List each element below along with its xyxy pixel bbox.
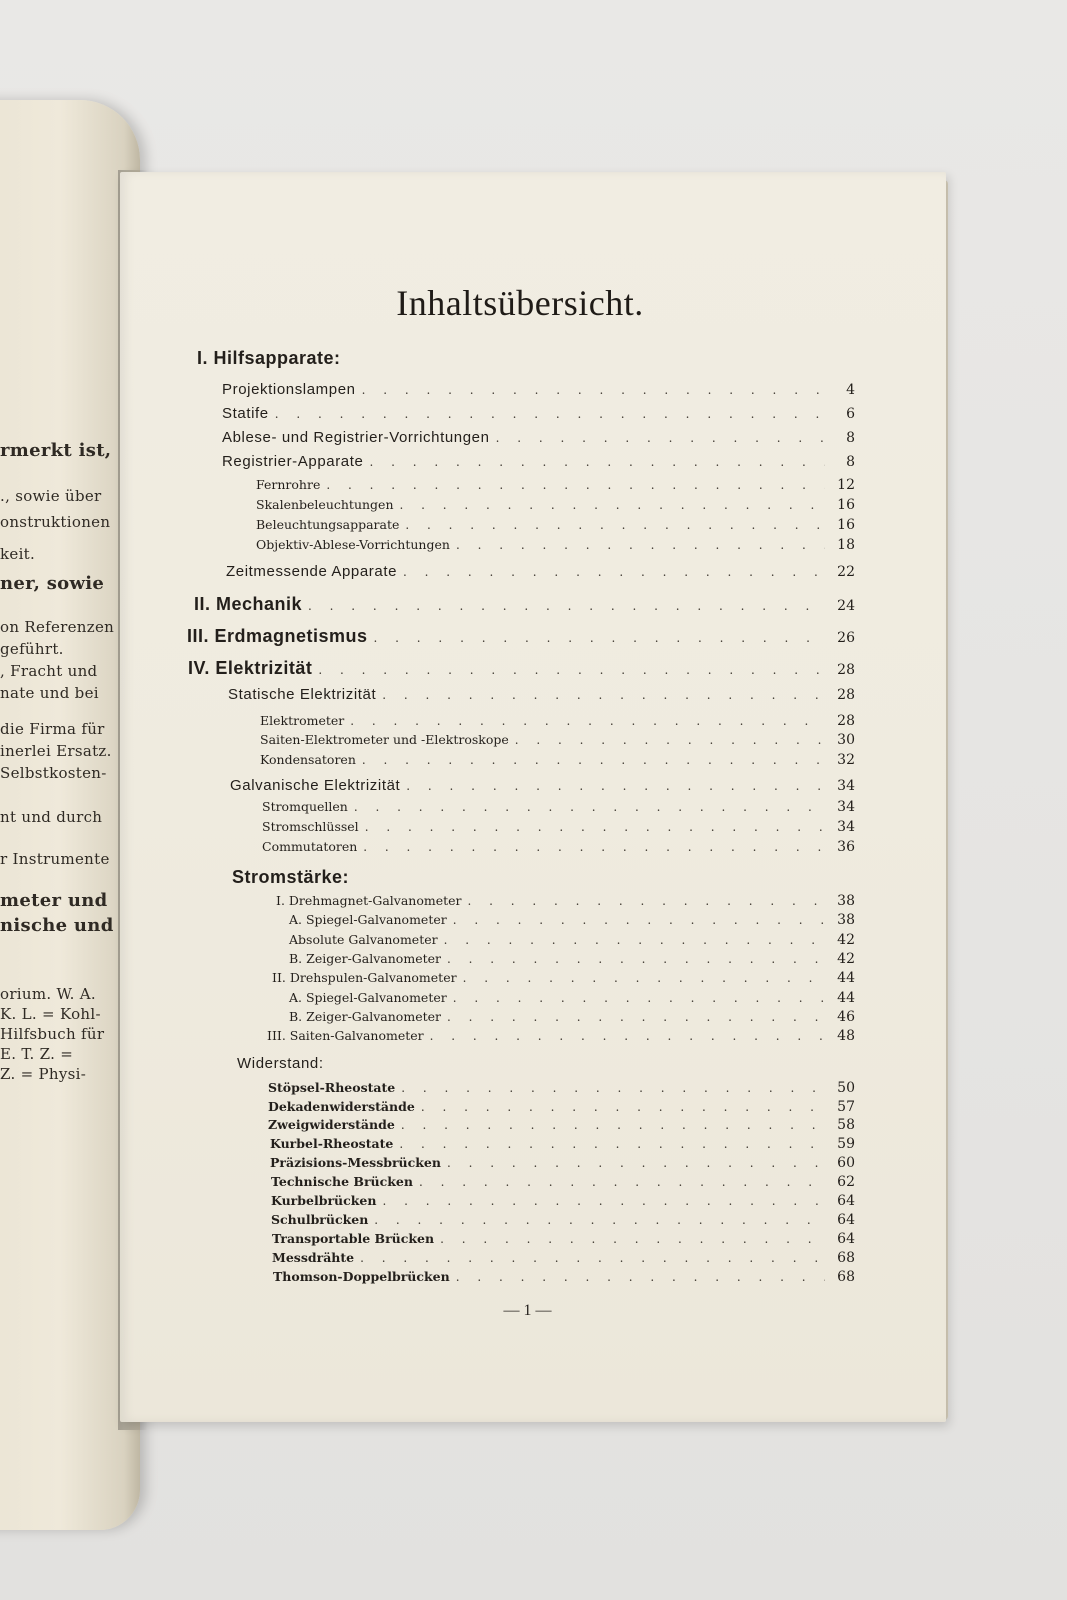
dot-leader	[382, 688, 825, 702]
toc-entry-label: Objektiv-Ablese-Vorrichtungen	[256, 537, 450, 552]
toc-entry[interactable]	[272, 1250, 855, 1266]
dot-leader	[365, 820, 825, 834]
dot-leader	[444, 933, 825, 947]
dot-leader	[363, 840, 825, 854]
toc-entry-page: 60	[837, 1155, 855, 1171]
toc-entry[interactable]	[256, 497, 855, 513]
toc-entry-label: A. Spiegel-Galvanometer	[289, 990, 447, 1005]
toc-entry-label: Schulbrücken	[271, 1212, 369, 1227]
left-page-fragment: on Referenzen	[0, 618, 115, 636]
toc-entry-label: Kondensatoren	[260, 752, 356, 767]
toc-entry-page: 58	[837, 1117, 855, 1133]
dot-leader	[354, 800, 825, 814]
dot-leader	[374, 631, 825, 645]
toc-entry-label: Präzisions-Messbrücken	[270, 1155, 441, 1170]
dot-leader	[362, 383, 825, 397]
toc-entry-label: Widerstand:	[237, 1055, 324, 1072]
toc-entry-label: II. Mechanik	[194, 594, 303, 614]
toc-entry-label: Registrier-Apparate	[222, 453, 364, 470]
dot-leader	[401, 1118, 825, 1132]
toc-entry-label: Stromquellen	[262, 799, 348, 814]
dot-leader	[369, 455, 825, 469]
toc-entry[interactable]	[222, 381, 855, 398]
toc-entry[interactable]	[271, 1212, 855, 1228]
toc-entry-label: B. Zeiger-Galvanometer	[289, 1009, 441, 1024]
toc-entry-page: 59	[837, 1136, 855, 1152]
toc-entry-page: 62	[837, 1174, 855, 1190]
toc-entry-page: 44	[837, 970, 855, 986]
toc-entry[interactable]	[260, 732, 855, 748]
toc-entry-page: 64	[837, 1231, 855, 1247]
toc-entry-label: Technische Brücken	[271, 1174, 413, 1189]
toc-entry-page: 46	[837, 1009, 855, 1025]
toc-entry-page: 68	[837, 1250, 855, 1266]
dot-leader	[399, 1137, 825, 1151]
dot-leader	[406, 779, 825, 793]
dot-leader	[326, 478, 825, 492]
dot-leader	[350, 714, 825, 728]
page-title: Inhaltsübersicht.	[396, 283, 644, 323]
dot-leader	[374, 1213, 825, 1227]
toc-entry[interactable]	[256, 537, 855, 553]
toc-entry-page: 64	[837, 1212, 855, 1228]
toc-entry[interactable]	[262, 799, 855, 815]
toc-entry[interactable]	[268, 1117, 855, 1133]
left-page-fragment: , Fracht und	[0, 662, 98, 680]
toc-entry-page: 48	[837, 1028, 855, 1044]
dot-leader	[318, 663, 825, 677]
toc-entry[interactable]	[270, 1155, 855, 1171]
toc-entry-page: 4	[846, 382, 855, 398]
toc-entry[interactable]	[237, 1055, 324, 1072]
left-page-fragment: nische und	[0, 915, 114, 936]
toc-entry[interactable]	[267, 1028, 855, 1044]
toc-entry-label: Kurbelbrücken	[271, 1193, 377, 1208]
toc-entry-page: 32	[837, 752, 855, 768]
toc-entry[interactable]	[222, 405, 855, 422]
toc-entry[interactable]	[272, 1231, 855, 1247]
dot-leader	[515, 733, 825, 747]
left-page-fragment: ner, sowie	[0, 573, 105, 594]
toc-entry-label: Galvanische Elektrizität	[230, 777, 401, 794]
toc-entry-page: 42	[837, 932, 855, 948]
left-page-fragment: orium. W. A.	[0, 985, 96, 1003]
toc-entry[interactable]	[226, 563, 855, 580]
left-page-fragment: Hilfsbuch für	[0, 1025, 105, 1043]
toc-entry[interactable]	[260, 713, 855, 729]
toc-entry[interactable]	[222, 429, 855, 446]
toc-entry[interactable]	[262, 819, 855, 835]
toc-entry[interactable]	[289, 951, 855, 967]
toc-entry-page: 28	[837, 713, 855, 729]
toc-entry[interactable]	[262, 839, 855, 855]
left-page-fragment: E. T. Z. =	[0, 1045, 74, 1063]
toc-entry-label: Stromstärke:	[232, 867, 350, 887]
toc-entry[interactable]	[228, 686, 855, 703]
toc-entry-label: Projektionslampen	[222, 381, 356, 398]
toc-entry-page: 6	[846, 406, 855, 422]
toc-entry[interactable]	[273, 1269, 855, 1285]
left-page-fragment: ., sowie über	[0, 487, 102, 505]
left-page-fragment: die Firma für	[0, 720, 105, 738]
toc-entry[interactable]	[289, 932, 855, 948]
dot-leader	[468, 894, 825, 908]
toc-entry[interactable]	[268, 1080, 855, 1096]
toc-entry[interactable]	[289, 1009, 855, 1025]
toc-entry[interactable]	[230, 777, 855, 794]
toc-entry-label: Beleuchtungsapparate	[256, 517, 400, 532]
toc-entry-page: 8	[846, 454, 855, 470]
toc-entry-page: 34	[837, 819, 855, 835]
toc-entry[interactable]	[194, 594, 855, 615]
toc-entry-page: 34	[837, 778, 855, 794]
dot-leader	[421, 1100, 825, 1114]
dot-leader	[382, 1194, 825, 1208]
toc-entry-label: Zeitmessende Apparate	[226, 563, 398, 580]
dot-leader	[440, 1232, 825, 1246]
toc-entry-page: 34	[837, 799, 855, 815]
toc-entry[interactable]	[270, 1136, 855, 1152]
toc-entry-page: 44	[837, 990, 855, 1006]
left-page-fragment: Selbstkosten-	[0, 764, 107, 782]
toc-entry-label: A. Spiegel-Galvanometer	[289, 912, 447, 927]
toc-entry-page: 50	[837, 1080, 855, 1096]
toc-entry[interactable]	[222, 453, 855, 470]
dot-leader	[275, 407, 825, 421]
toc-entry[interactable]	[289, 912, 855, 928]
left-page-fragment: rmerkt ist,	[0, 440, 112, 461]
toc-entry-label: Messdrähte	[272, 1250, 355, 1265]
left-page-fragment: K. L. = Kohl-	[0, 1005, 101, 1023]
left-page-fragment: inerlei Ersatz.	[0, 742, 112, 760]
toc-entry-label: II. Drehspulen-Galvanometer	[272, 970, 457, 985]
toc-entry-label: Transportable Brücken	[272, 1231, 435, 1246]
toc-entry-label: Absolute Galvanometer	[289, 932, 438, 947]
toc-entry-page: 38	[837, 912, 855, 928]
dot-leader	[400, 498, 825, 512]
toc-entry-page: 68	[837, 1269, 855, 1285]
dot-leader	[403, 565, 825, 579]
toc-entry[interactable]	[256, 477, 855, 493]
left-page-fragment: keit.	[0, 545, 36, 563]
dot-leader	[447, 952, 825, 966]
dot-leader	[405, 518, 825, 532]
toc-entry-label: Statische Elektrizität	[228, 686, 377, 703]
toc-entry-label: Ablese- und Registrier-Vorrichtungen	[222, 429, 490, 446]
toc-entry-label: Fernrohre	[256, 477, 321, 492]
toc-entry-label: B. Zeiger-Galvanometer	[289, 951, 441, 966]
toc-entry-label: Kurbel-Rheostate	[270, 1136, 394, 1151]
dot-leader	[456, 1270, 825, 1284]
left-page-fragment: Z. = Physi-	[0, 1065, 87, 1083]
toc-entry-label: Skalenbeleuchtungen	[256, 497, 394, 512]
toc-entry-page: 18	[837, 537, 855, 553]
dot-leader	[360, 1251, 825, 1265]
toc-entry-label: I. Drehmagnet-Galvanometer	[276, 893, 462, 908]
left-page-fragment: r Instrumente	[0, 850, 110, 868]
dot-leader	[308, 599, 825, 613]
toc-entry-label: Stromschlüssel	[262, 819, 359, 834]
toc-entry-label: Saiten-Elektrometer und -Elektroskope	[260, 732, 509, 747]
toc-entry-label: Zweigwiderstände	[268, 1117, 395, 1132]
toc-entry-label: III. Erdmagnetismus	[187, 626, 368, 646]
toc-entry-page: 36	[837, 839, 855, 855]
toc-entry[interactable]	[232, 867, 349, 888]
toc-entry[interactable]	[271, 1174, 855, 1190]
toc-entry-page: 38	[837, 893, 855, 909]
toc-entry-page: 57	[837, 1099, 855, 1115]
toc-entry-page: 24	[837, 598, 855, 614]
dot-leader	[463, 971, 825, 985]
dot-leader	[447, 1010, 825, 1024]
left-page-fragment: nt und durch	[0, 808, 103, 826]
dot-leader	[456, 538, 825, 552]
toc-entry-page: 16	[837, 497, 855, 513]
left-page-fragment: geführt.	[0, 640, 64, 658]
left-page-fragment: nate und bei	[0, 684, 99, 702]
toc-entry-page: 28	[837, 662, 855, 678]
toc-entry-label: I. Hilfsapparate:	[197, 348, 341, 368]
left-page-fragment: meter und	[0, 890, 108, 911]
toc-entry[interactable]	[276, 893, 855, 909]
toc-entry[interactable]	[256, 517, 855, 533]
toc-entry-page: 42	[837, 951, 855, 967]
toc-entry-page: 22	[837, 564, 855, 580]
dot-leader	[362, 753, 825, 767]
toc-entry-page: 16	[837, 517, 855, 533]
toc-entry[interactable]	[260, 752, 855, 768]
toc-entry-page: 8	[846, 430, 855, 446]
toc-entry[interactable]	[289, 990, 855, 1006]
toc-entry-page: 26	[837, 630, 855, 646]
dot-leader	[419, 1175, 825, 1189]
toc-entry-label: Dekadenwiderstände	[268, 1099, 415, 1114]
dot-leader	[496, 431, 825, 445]
toc-entry-label: Thomson-Doppelbrücken	[273, 1269, 450, 1284]
page-number: — 1 —	[503, 1302, 552, 1319]
dot-leader	[430, 1029, 825, 1043]
toc-entry[interactable]	[268, 1099, 855, 1115]
toc-entry-page: 28	[837, 687, 855, 703]
dot-leader	[401, 1081, 825, 1095]
toc-entry[interactable]	[272, 970, 855, 986]
toc-entry-label: IV. Elektrizität	[188, 658, 313, 678]
dot-leader	[447, 1156, 825, 1170]
toc-entry-label: Statife	[222, 405, 269, 422]
toc-entry-page: 64	[837, 1193, 855, 1209]
toc-entry[interactable]	[197, 348, 341, 369]
toc-entry-page: 30	[837, 732, 855, 748]
toc-entry-label: III. Saiten-Galvanometer	[267, 1028, 424, 1043]
dot-leader	[453, 991, 825, 1005]
toc-entry[interactable]	[187, 626, 855, 647]
toc-entry-label: Stöpsel-Rheostate	[268, 1080, 396, 1095]
dot-leader	[453, 913, 825, 927]
toc-entry[interactable]	[271, 1193, 855, 1209]
toc-entry-label: Commutatoren	[262, 839, 358, 854]
left-page-fragment: onstruktionen	[0, 513, 111, 531]
toc-entry[interactable]	[188, 658, 855, 679]
toc-entry-label: Elektrometer	[260, 713, 345, 728]
toc-entry-page: 12	[837, 477, 855, 493]
